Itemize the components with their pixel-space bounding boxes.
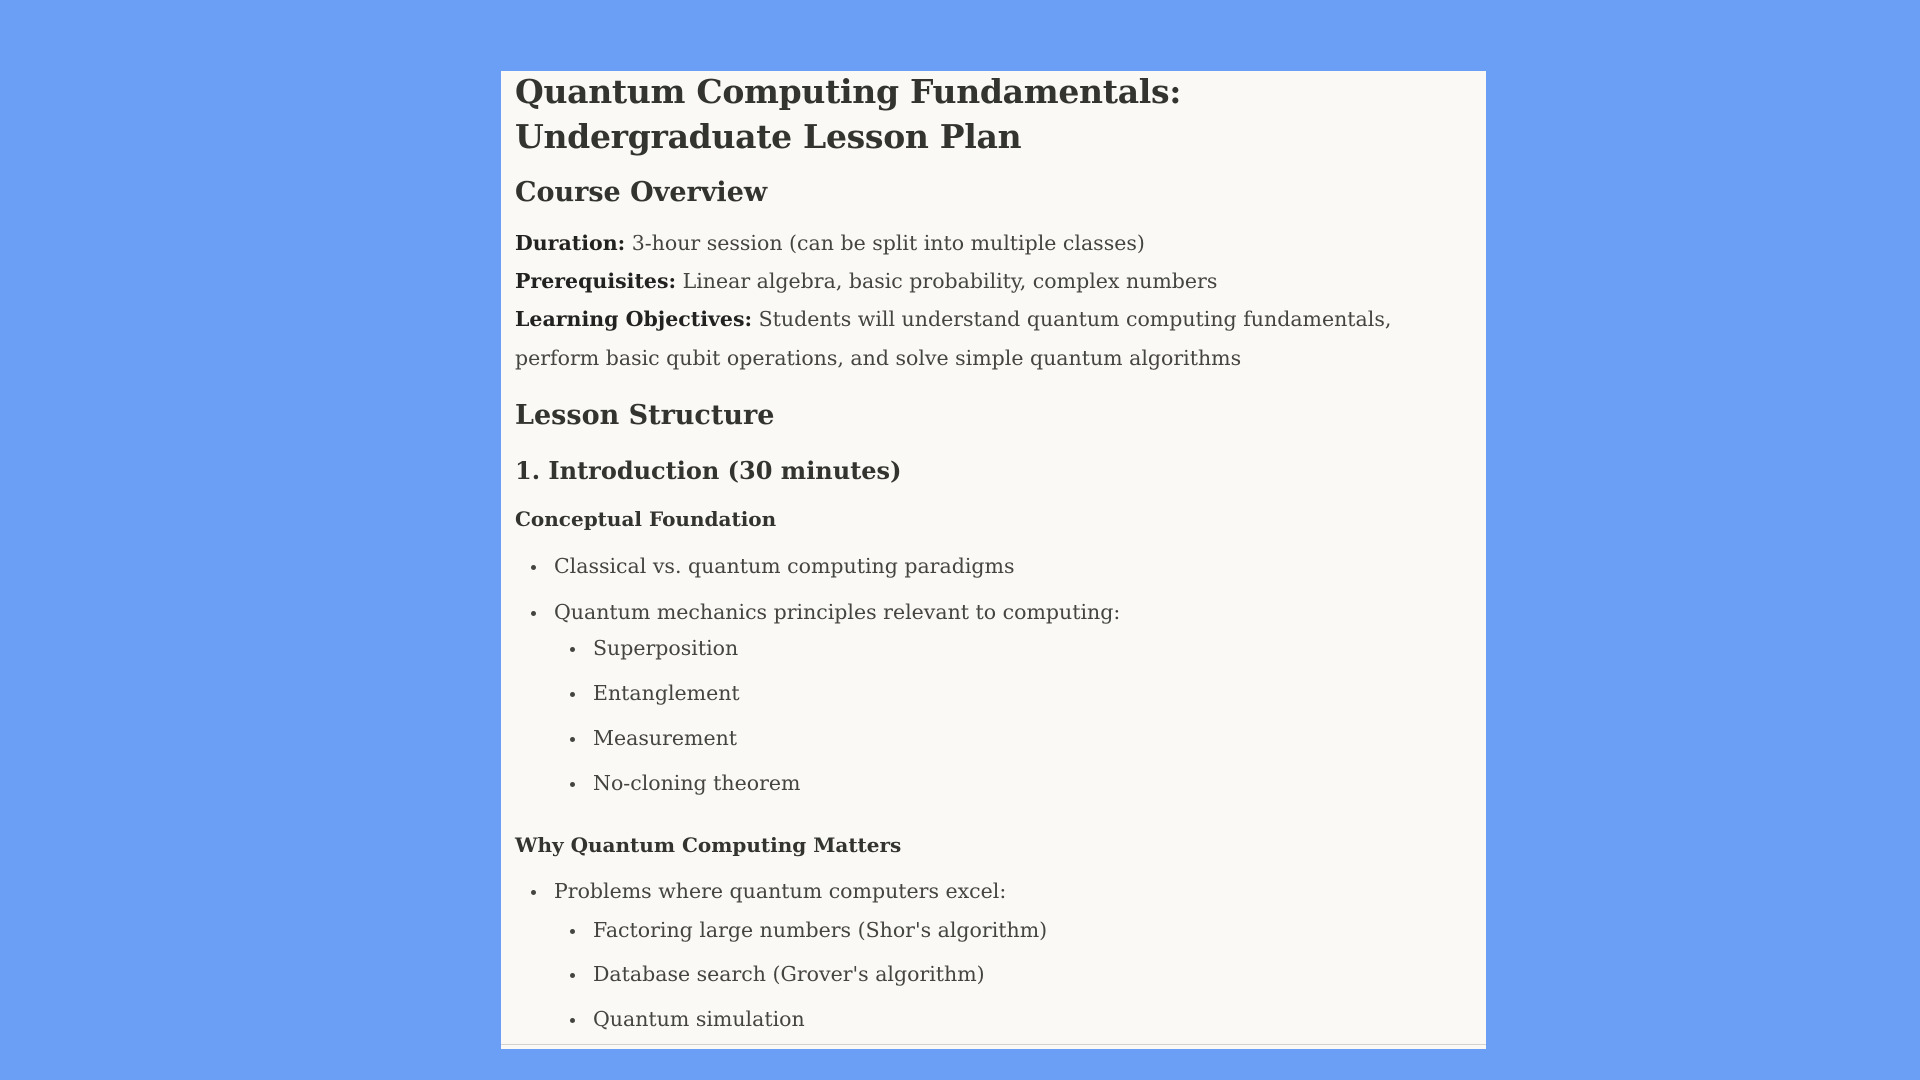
why-quantum-matters-list [515,877,1415,905]
quantum-principles-sublist [554,634,1414,797]
list-item: Factoring large numbers (Shor's algorithm) [554,916,1414,944]
conceptual-foundation-heading: Conceptual Foundation [515,507,777,531]
list-item-text: Quantum mechanics principles relevant to computing: [554,600,1121,624]
prerequisites-line [515,262,1465,301]
list-item: Database search (Grover's algorithm) [554,960,1414,988]
objectives-line [515,300,1415,377]
duration-line [515,224,1465,263]
prerequisites-value: Linear algebra, basic probability, complex numbers [682,269,1218,293]
list-item: Measurement [554,724,1414,752]
section-1-heading: 1. Introduction (30 minutes) [515,456,902,485]
prerequisites-label: Prerequisites: [515,269,677,293]
lesson-structure-heading: Lesson Structure [515,400,775,431]
course-overview-heading: Course Overview [515,177,768,208]
document-title: Quantum Computing Fundamentals: Undergraduate Lesson Plan [515,72,1182,156]
list-item: Quantum simulation [554,1005,1414,1033]
document-panel [501,71,1486,1049]
why-quantum-matters-heading: Why Quantum Computing Matters [515,833,902,857]
conceptual-foundation-list-2 [515,598,1415,626]
list-item [515,598,1415,626]
objectives-label: Learning Objectives: [515,307,753,331]
list-item: Problems where quantum computers excel: [515,877,1415,905]
list-item: No-cloning theorem [554,769,1414,797]
duration-label: Duration: [515,231,626,255]
list-item: Superposition [554,634,1414,662]
list-item: Classical vs. quantum computing paradigms [515,552,1415,580]
list-item: Entanglement [554,679,1414,707]
duration-value: 3-hour session (can be split into multiple classes) [631,231,1145,255]
conceptual-foundation-list [515,552,1415,580]
quantum-excel-sublist [554,916,1414,1033]
objectives-value: Students will understand quantum computing fundamentals, perform basic qubit operations, and solve simple quantum algorithms [515,307,1392,370]
